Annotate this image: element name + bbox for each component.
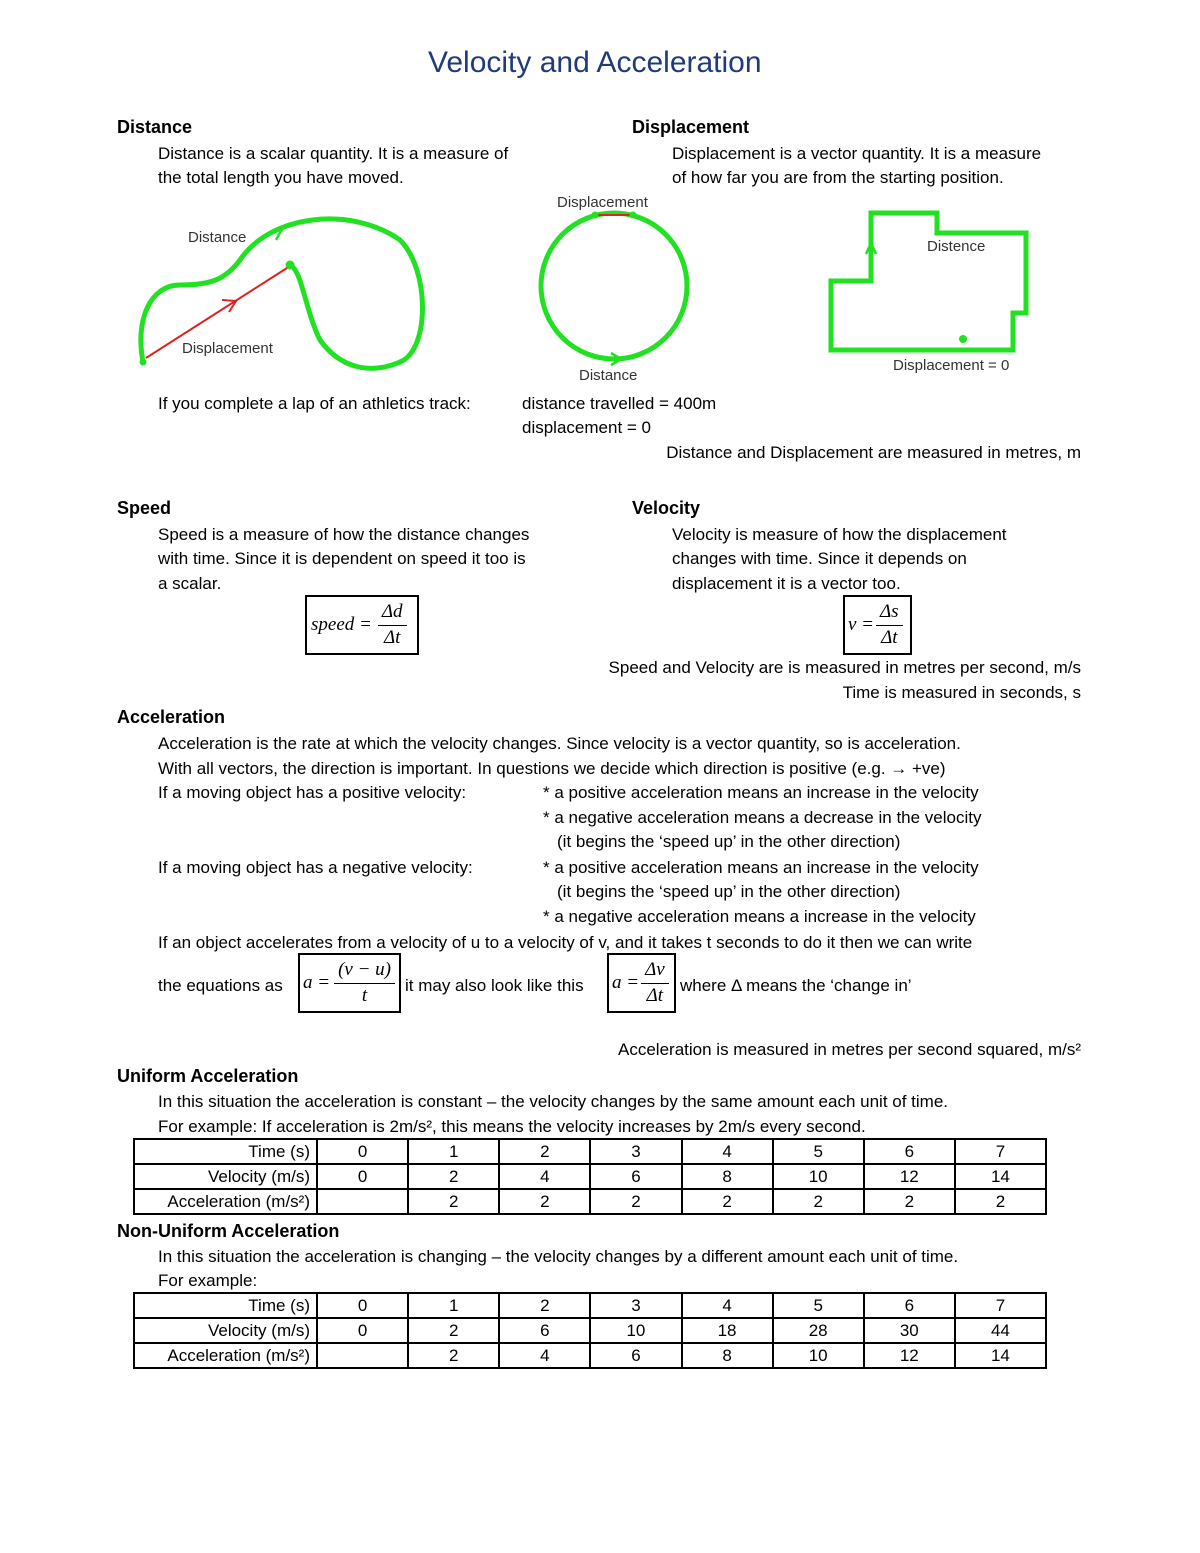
displacement-heading: Displacement	[632, 117, 750, 137]
table-cell: 4	[682, 1293, 773, 1318]
table-cell: 0	[317, 1318, 408, 1343]
square-distance-label: Distence	[927, 238, 986, 255]
table-cell	[317, 1189, 408, 1214]
displacement-text-line1: Displacement is a vector quantity. It is a measure	[672, 144, 1042, 163]
acceleration-formula2-box	[607, 953, 676, 1013]
positive-velocity-point2: * a negative acceleration means a decrease in the velocity	[543, 808, 982, 827]
negative-velocity-note: (it begins the ‘speed up’ in the other direction)	[557, 882, 901, 901]
table-row	[134, 1164, 1046, 1189]
time-units: Time is measured in seconds, s	[842, 683, 1081, 702]
displacement-text-line2: of how far you are from the starting position.	[672, 168, 1004, 187]
acceleration-formula2-lhs: a =	[612, 972, 640, 993]
speed-formula-lhs: speed =	[311, 614, 372, 635]
negative-velocity-intro: If a moving object has a negative velocity:	[158, 858, 473, 877]
table-cell: 0	[317, 1164, 408, 1189]
table-cell: 2	[499, 1139, 590, 1164]
table-cell: 10	[773, 1164, 864, 1189]
table-cell: 8	[682, 1164, 773, 1189]
circle-track	[541, 213, 687, 359]
square-path-diagram	[828, 210, 1038, 360]
velocity-formula-lhs: v =	[848, 614, 875, 635]
table-cell: 2	[864, 1189, 955, 1214]
velocity-formula-box	[843, 595, 912, 655]
circle-displacement-label: Displacement	[557, 194, 648, 211]
speed-velocity-units: Speed and Velocity are is measured in metres per second, m/s	[608, 658, 1081, 677]
acceleration-text-line1: Acceleration is the rate at which the velocity changes. Since velocity is a vector quantity, so is acceleration.	[158, 734, 961, 753]
table-row	[134, 1293, 1046, 1318]
table-cell: 6	[590, 1164, 681, 1189]
speed-formula-numerator: Δd	[378, 602, 407, 626]
table-row-label: Velocity (m/s)	[134, 1318, 317, 1343]
nonuniform-text-line2: For example:	[158, 1271, 258, 1290]
speed-heading: Speed	[117, 498, 172, 518]
table-cell: 2	[590, 1189, 681, 1214]
uniform-text-line2: For example: If acceleration is 2m/s², this means the velocity increases by 2m/s every second.	[158, 1117, 866, 1136]
table-row	[134, 1318, 1046, 1343]
table-cell	[317, 1343, 408, 1368]
circle-track-diagram	[535, 212, 695, 372]
table-cell: 1	[408, 1293, 499, 1318]
page-title: Velocity and Acceleration	[428, 46, 762, 79]
table-cell: 0	[317, 1139, 408, 1164]
table-cell: 14	[955, 1343, 1046, 1368]
table-cell: 6	[590, 1343, 681, 1368]
table-cell: 2	[408, 1318, 499, 1343]
square-start-dot	[959, 335, 967, 343]
table-cell: 5	[773, 1293, 864, 1318]
distance-text-line1: Distance is a scalar quantity. It is a measure of	[158, 144, 509, 163]
uniform-heading: Uniform Acceleration	[117, 1066, 299, 1086]
acceleration-formula1-lhs: a =	[303, 972, 331, 993]
acceleration-formula2-fraction	[641, 960, 669, 1007]
acceleration-formula2-numerator: Δv	[641, 960, 669, 984]
table-cell: 2	[682, 1189, 773, 1214]
table-row	[134, 1343, 1046, 1368]
displacement-diagram-label: Displacement	[182, 340, 273, 357]
table-cell: 2	[408, 1189, 499, 1214]
positive-velocity-note: (it begins the ‘speed up’ in the other direction)	[557, 832, 901, 851]
velocity-formula-denominator: Δt	[881, 626, 898, 648]
circle-start-dot	[592, 212, 599, 219]
speed-text-line1: Speed is a measure of how the distance changes	[158, 525, 530, 544]
track-distance: distance travelled = 400m	[522, 394, 717, 413]
square-path	[831, 213, 1026, 350]
acceleration-formula1-numerator: (v − u)	[334, 960, 395, 984]
square-displacement-label: Displacement = 0	[893, 357, 1010, 374]
speed-text-line2: with time. Since it is dependent on speed it too is	[158, 549, 526, 568]
table-cell: 3	[590, 1139, 681, 1164]
acceleration-text-line2: With all vectors, the direction is important. In questions we decide which direction is positive (e.g. → +ve)	[158, 759, 946, 778]
table-cell: 4	[682, 1139, 773, 1164]
table-cell: 5	[773, 1139, 864, 1164]
distance-heading: Distance	[117, 117, 193, 137]
start-point-dot	[140, 359, 147, 366]
velocity-formula-numerator: Δs	[876, 602, 903, 626]
table-row	[134, 1189, 1046, 1214]
equation-intro: If an object accelerates from a velocity of u to a velocity of v, and it takes t seconds to do it then we can write	[158, 933, 973, 952]
table-row-label: Time (s)	[134, 1293, 317, 1318]
equation-suffix: where Δ means the ‘change in’	[680, 976, 912, 995]
table-row-label: Acceleration (m/s²)	[134, 1343, 317, 1368]
table-cell: 6	[864, 1139, 955, 1164]
speed-formula-denominator: Δt	[383, 626, 401, 648]
uniform-acceleration-table	[133, 1138, 1047, 1215]
distance-path-diagram	[130, 200, 450, 380]
table-cell: 30	[864, 1318, 955, 1343]
table-cell: 8	[682, 1343, 773, 1368]
distance-text-line2: the total length you have moved.	[158, 168, 404, 187]
table-cell: 1	[408, 1139, 499, 1164]
table-cell: 2	[499, 1293, 590, 1318]
track-displacement: displacement = 0	[522, 418, 651, 437]
nonuniform-acceleration-table	[133, 1292, 1047, 1369]
acceleration-formula1-denominator: t	[361, 984, 368, 1006]
velocity-text-line2: changes with time. Since it depends on	[672, 549, 967, 568]
acceleration-formula2-denominator: Δt	[646, 984, 664, 1006]
table-cell: 2	[408, 1343, 499, 1368]
table-cell: 6	[864, 1293, 955, 1318]
table-cell: 2	[955, 1189, 1046, 1214]
table-cell: 18	[682, 1318, 773, 1343]
table-row-label: Velocity (m/s)	[134, 1164, 317, 1189]
equation-prefix: the equations as	[158, 976, 283, 995]
table-cell: 7	[955, 1293, 1046, 1318]
table-cell: 10	[773, 1343, 864, 1368]
table-cell: 10	[590, 1318, 681, 1343]
equation-middle: it may also look like this	[405, 976, 584, 995]
speed-formula-fraction	[378, 602, 407, 649]
acceleration-units: Acceleration is measured in metres per second squared, m/s²	[618, 1040, 1081, 1059]
table-cell: 3	[590, 1293, 681, 1318]
speed-formula-box	[305, 595, 419, 655]
table-cell: 4	[499, 1164, 590, 1189]
acceleration-formula1-box	[298, 953, 401, 1013]
velocity-formula-fraction	[876, 602, 903, 649]
speed-text-line3: a scalar.	[158, 574, 222, 593]
track-intro: If you complete a lap of an athletics track:	[158, 394, 471, 413]
negative-velocity-point1: * a positive acceleration means an increase in the velocity	[543, 858, 979, 877]
velocity-text-line1: Velocity is measure of how the displacement	[672, 525, 1007, 544]
distance-diagram-label: Distance	[188, 229, 247, 246]
table-cell: 6	[499, 1318, 590, 1343]
uniform-text-line1: In this situation the acceleration is constant – the velocity changes by the same amount each unit of time.	[158, 1092, 949, 1111]
nonuniform-heading: Non-Uniform Acceleration	[117, 1221, 340, 1241]
negative-velocity-point2: * a negative acceleration means a increase in the velocity	[543, 907, 976, 926]
distance-units: Distance and Displacement are measured in metres, m	[666, 443, 1081, 462]
table-cell: 12	[864, 1164, 955, 1189]
table-cell: 44	[955, 1318, 1046, 1343]
table-cell: 7	[955, 1139, 1046, 1164]
velocity-text-line3: displacement it is a vector too.	[672, 574, 901, 593]
table-cell: 2	[408, 1164, 499, 1189]
table-cell: 28	[773, 1318, 864, 1343]
table-cell: 0	[317, 1293, 408, 1318]
table-cell: 14	[955, 1164, 1046, 1189]
acceleration-formula1-fraction	[334, 960, 395, 1007]
circle-distance-label: Distance	[579, 367, 638, 384]
table-row-label: Time (s)	[134, 1139, 317, 1164]
table-cell: 2	[773, 1189, 864, 1214]
positive-velocity-intro: If a moving object has a positive velocity:	[158, 783, 467, 802]
table-cell: 4	[499, 1343, 590, 1368]
nonuniform-text-line1: In this situation the acceleration is changing – the velocity changes by a different amount each unit of time.	[158, 1247, 959, 1266]
table-cell: 2	[499, 1189, 590, 1214]
acceleration-heading: Acceleration	[117, 707, 226, 727]
table-cell: 12	[864, 1343, 955, 1368]
table-row-label: Acceleration (m/s²)	[134, 1189, 317, 1214]
positive-velocity-point1: * a positive acceleration means an increase in the velocity	[543, 783, 979, 802]
circle-end-dot	[630, 212, 637, 219]
table-row	[134, 1139, 1046, 1164]
velocity-heading: Velocity	[632, 498, 701, 518]
